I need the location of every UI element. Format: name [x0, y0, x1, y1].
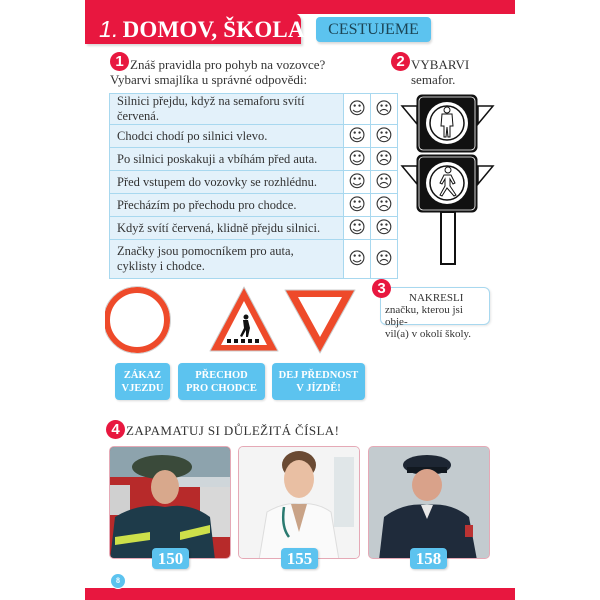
- table-row: [110, 94, 398, 125]
- table-row: [110, 171, 398, 194]
- sign-label-line1: ZÁKAZ: [123, 369, 162, 381]
- task3-line1: NAKRESLI: [409, 292, 464, 304]
- table-row: [110, 194, 398, 217]
- sign-label-line2: PRO CHODCE: [186, 382, 257, 394]
- emergency-number-ambulance: 155: [281, 548, 318, 569]
- firefighter-photo: [109, 446, 231, 559]
- sign-label-line1: DEJ PŘEDNOST: [278, 369, 359, 381]
- top-red-bar: [85, 0, 515, 14]
- quiz-statement: Před vstupem do vozovky se rozhlédnu.: [110, 171, 344, 194]
- pedestrian-traffic-light-icon[interactable]: [400, 94, 495, 266]
- task2-line1: VYBARVI: [411, 57, 470, 72]
- happy-face-icon[interactable]: ☺: [344, 240, 371, 279]
- category-badge: CESTUJEME: [316, 17, 431, 42]
- emergency-number-fire: 150: [152, 548, 189, 569]
- traffic-signs: [105, 285, 365, 355]
- quiz-statement: Značky jsou pomocníkem pro auta, cyklisty i chodce.: [110, 240, 344, 279]
- happy-face-icon[interactable]: ☺: [344, 148, 371, 171]
- sad-face-icon[interactable]: ☹: [371, 240, 398, 279]
- task1-line1: Znáš pravidla pro pohyb na vozovce?: [130, 57, 326, 72]
- sign-label-line2: VJEZDU: [121, 382, 164, 394]
- task-number-badge-4: 4: [106, 420, 125, 439]
- sad-face-icon[interactable]: ☹: [371, 194, 398, 217]
- sad-face-icon[interactable]: ☹: [371, 94, 398, 125]
- sad-face-icon[interactable]: ☹: [371, 125, 398, 148]
- task-number-badge-3: 3: [372, 279, 391, 298]
- quiz-statement: Když svítí červená, klidně přejdu silnici.: [110, 217, 344, 240]
- emergency-number-police: 158: [410, 548, 447, 569]
- task2-line2: semafor.: [411, 72, 456, 87]
- quiz-statement: Po silnici poskakuji a vbíhám před auta.: [110, 148, 344, 171]
- happy-face-icon[interactable]: ☺: [344, 94, 371, 125]
- firefighter-image-icon: [110, 447, 231, 559]
- chapter-title-tab: [85, 13, 305, 44]
- task-number-badge-1: 1: [110, 52, 129, 71]
- give-way-sign-icon: [285, 290, 355, 353]
- sign-label-line2: V JÍZDĚ!: [296, 382, 341, 394]
- quiz-statement: Chodci chodí po silnici vlevo.: [110, 125, 344, 148]
- no-entry-sign-icon: [105, 287, 171, 354]
- task3-line3: vil(a) v okolí školy.: [385, 328, 472, 340]
- police-officer-photo: [368, 446, 490, 559]
- quiz-statement: Silnici přejdu, když na semaforu svítí červená.: [110, 94, 344, 125]
- police-officer-image-icon: [369, 447, 490, 559]
- sad-face-icon[interactable]: ☹: [371, 148, 398, 171]
- sign-label-give-way: [272, 363, 365, 400]
- sad-face-icon[interactable]: ☹: [371, 171, 398, 194]
- happy-face-icon[interactable]: ☺: [344, 171, 371, 194]
- happy-face-icon[interactable]: ☺: [344, 217, 371, 240]
- sad-face-icon[interactable]: ☹: [371, 217, 398, 240]
- sign-label-pedestrian-crossing: [178, 363, 265, 400]
- bottom-red-bar: [85, 588, 515, 600]
- table-row: [110, 240, 398, 279]
- task3-box: [380, 287, 490, 340]
- quiz-statement: Přecházím po přechodu pro chodce.: [110, 194, 344, 217]
- doctor-photo: [238, 446, 360, 559]
- chapter-title: [99, 16, 305, 43]
- pedestrian-crossing-sign-icon: [210, 287, 278, 351]
- task1-instructions: [110, 57, 325, 87]
- task1-line2: Vybarvi smajlíka u správné odpovědi:: [110, 72, 308, 87]
- chapter-number: 1.: [99, 16, 119, 42]
- chapter-title-text: DOMOV, ŠKOLA: [122, 17, 305, 42]
- doctor-image-icon: [239, 447, 360, 559]
- quiz-table: [109, 93, 398, 279]
- task2-instructions: [411, 57, 469, 87]
- table-row: [110, 217, 398, 240]
- happy-face-icon[interactable]: ☺: [344, 125, 371, 148]
- task-number-badge-2: 2: [391, 52, 410, 71]
- table-row: [110, 125, 398, 148]
- task4-title: ZAPAMATUJ SI DŮLEŽITÁ ČÍSLA!: [126, 423, 340, 438]
- task3-line2: značku, kterou jsi obje-: [385, 304, 463, 328]
- table-row: [110, 148, 398, 171]
- page-number: 8: [110, 573, 126, 589]
- sign-label-no-entry: [115, 363, 170, 400]
- happy-face-icon[interactable]: ☺: [344, 194, 371, 217]
- sign-label-line1: PŘECHOD: [195, 369, 248, 381]
